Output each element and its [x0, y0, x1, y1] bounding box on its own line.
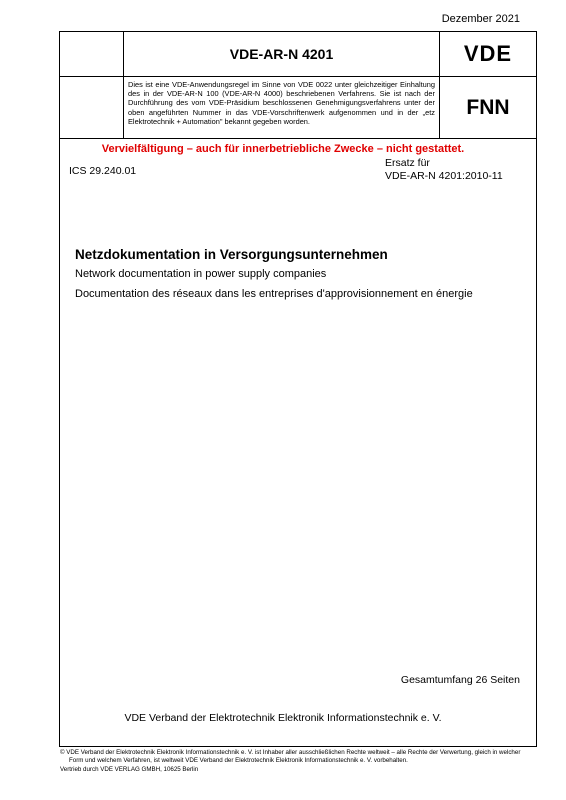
- ics-code: ICS 29.240.01: [69, 165, 137, 177]
- distribution-notice: Vertrieb durch VDE VERLAG GMBH, 10625 Berlin: [60, 766, 199, 773]
- header-blank-cell-bottom: [60, 77, 124, 139]
- title-french: Documentation des réseaux dans les entreprises d'approvisionnement en énergie: [75, 288, 473, 300]
- header-blank-cell-top: [60, 32, 124, 77]
- copyright-notice: [60, 749, 538, 764]
- document-id: VDE-AR-N 4201: [124, 32, 440, 77]
- title-german: Netzdokumentation in Versorgungsunternehmen: [75, 247, 388, 262]
- publication-date: Dezember 2021: [441, 13, 520, 25]
- total-pages: Gesamtumfang 26 Seiten: [400, 674, 520, 686]
- cover-frame: [59, 31, 537, 747]
- reproduction-notice: Vervielfältigung – auch für innerbetriebliche Zwecke – nicht gestattet.: [101, 143, 465, 155]
- copyright-line-1: © VDE Verband der Elektrotechnik Elektronik Informationstechnik e. V. ist Inhaber aller ausschließlichen Rechte weltweit – alle Rechte der Verwertung, gleich in welcher: [60, 749, 521, 756]
- replacement-value: VDE-AR-N 4201:2010-11: [385, 170, 503, 182]
- title-english: Network documentation in power supply companies: [75, 268, 327, 280]
- publisher-name: VDE Verband der Elektrotechnik Elektronik Informationstechnik e. V.: [124, 712, 442, 724]
- fnn-label: FNN: [466, 95, 510, 119]
- copyright-line-2: Form und welchem Verfahren, ist weltweit VDE Verband der Elektrotechnik Elektronik Informationstechnik e. V. vorbehalten.: [69, 756, 408, 764]
- standard-notice: Dies ist eine VDE-Anwendungsregel im Sinne von VDE 0022 unter gleichzeitiger Einhaltung des in der VDE-AR-N 100 (VDE-AR-N 4000) beschriebenen Verfahrens. Sie ist nach der Durchführung des vom VDE-Präsidium beschlossenen Genehmigungsverfahrens unter der oben angeführten Nummer in das VDE-Vorschriftenwerk aufgenommen und in der „etz Elektrotechnik + Automation" bekannt gegeben worden.: [124, 77, 440, 139]
- replacement-label: Ersatz für: [385, 157, 430, 169]
- fnn-label-cell: [440, 77, 536, 139]
- vde-logo: [440, 32, 536, 77]
- vde-logo-text: VDE: [463, 41, 513, 66]
- header-table: [60, 32, 536, 139]
